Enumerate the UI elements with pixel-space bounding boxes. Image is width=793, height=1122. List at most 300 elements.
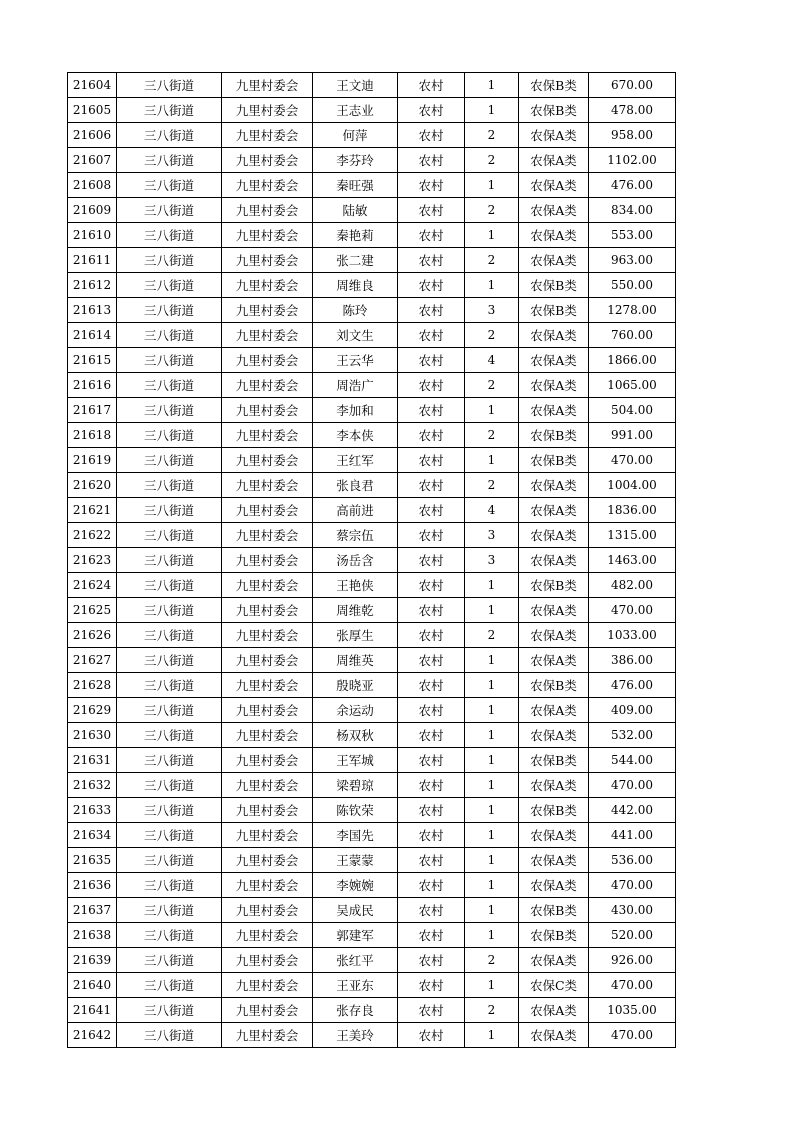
table-row [68, 423, 676, 448]
village-committee-cell: 九里村委会 [222, 398, 313, 423]
amount-cell: 409.00 [589, 698, 676, 723]
amount-cell: 544.00 [589, 748, 676, 773]
village-committee-cell: 九里村委会 [222, 598, 313, 623]
name-cell: 秦艳莉 [313, 223, 398, 248]
name-cell: 王蒙蒙 [313, 848, 398, 873]
name-cell: 何萍 [313, 123, 398, 148]
amount-cell: 470.00 [589, 873, 676, 898]
street-cell: 三八街道 [117, 973, 222, 998]
village-committee-cell: 九里村委会 [222, 698, 313, 723]
category-cell: 农保A类 [519, 248, 589, 273]
household-type-cell: 农村 [398, 98, 465, 123]
household-type-cell: 农村 [398, 498, 465, 523]
record-id-cell: 21638 [68, 923, 117, 948]
amount-cell: 1033.00 [589, 623, 676, 648]
household-type-cell: 农村 [398, 823, 465, 848]
table-row [68, 623, 676, 648]
household-type-cell: 农村 [398, 598, 465, 623]
street-cell: 三八街道 [117, 923, 222, 948]
village-committee-cell: 九里村委会 [222, 473, 313, 498]
name-cell: 周维乾 [313, 598, 398, 623]
table-row [68, 473, 676, 498]
street-cell: 三八街道 [117, 773, 222, 798]
amount-cell: 470.00 [589, 1023, 676, 1048]
household-type-cell: 农村 [398, 798, 465, 823]
record-id-cell: 21634 [68, 823, 117, 848]
street-cell: 三八街道 [117, 298, 222, 323]
table-row [68, 373, 676, 398]
amount-cell: 1315.00 [589, 523, 676, 548]
street-cell: 三八街道 [117, 323, 222, 348]
name-cell: 王志业 [313, 98, 398, 123]
member-count-cell: 1 [465, 873, 519, 898]
street-cell: 三八街道 [117, 73, 222, 98]
street-cell: 三八街道 [117, 173, 222, 198]
village-committee-cell: 九里村委会 [222, 873, 313, 898]
record-id-cell: 21607 [68, 148, 117, 173]
name-cell: 陆敏 [313, 198, 398, 223]
member-count-cell: 2 [465, 198, 519, 223]
category-cell: 农保B类 [519, 923, 589, 948]
record-id-cell: 21631 [68, 748, 117, 773]
record-id-cell: 21626 [68, 623, 117, 648]
village-committee-cell: 九里村委会 [222, 223, 313, 248]
amount-cell: 441.00 [589, 823, 676, 848]
record-id-cell: 21636 [68, 873, 117, 898]
street-cell: 三八街道 [117, 723, 222, 748]
name-cell: 张厚生 [313, 623, 398, 648]
table-row [68, 973, 676, 998]
household-type-cell: 农村 [398, 473, 465, 498]
name-cell: 张红平 [313, 948, 398, 973]
record-id-cell: 21605 [68, 98, 117, 123]
household-type-cell: 农村 [398, 998, 465, 1023]
village-committee-cell: 九里村委会 [222, 623, 313, 648]
record-id-cell: 21614 [68, 323, 117, 348]
member-count-cell: 1 [465, 398, 519, 423]
village-committee-cell: 九里村委会 [222, 573, 313, 598]
table-row [68, 98, 676, 123]
table-row [68, 898, 676, 923]
member-count-cell: 3 [465, 548, 519, 573]
name-cell: 王云华 [313, 348, 398, 373]
village-committee-cell: 九里村委会 [222, 348, 313, 373]
table-row [68, 248, 676, 273]
street-cell: 三八街道 [117, 948, 222, 973]
amount-cell: 1065.00 [589, 373, 676, 398]
household-type-cell: 农村 [398, 723, 465, 748]
record-id-cell: 21609 [68, 198, 117, 223]
street-cell: 三八街道 [117, 123, 222, 148]
household-type-cell: 农村 [398, 648, 465, 673]
household-type-cell: 农村 [398, 973, 465, 998]
name-cell: 杨双秋 [313, 723, 398, 748]
table-row [68, 273, 676, 298]
table-row [68, 923, 676, 948]
category-cell: 农保A类 [519, 698, 589, 723]
member-count-cell: 1 [465, 573, 519, 598]
street-cell: 三八街道 [117, 798, 222, 823]
member-count-cell: 1 [465, 673, 519, 698]
category-cell: 农保B类 [519, 448, 589, 473]
village-committee-cell: 九里村委会 [222, 948, 313, 973]
member-count-cell: 1 [465, 173, 519, 198]
table-row [68, 448, 676, 473]
member-count-cell: 1 [465, 698, 519, 723]
record-id-cell: 21613 [68, 298, 117, 323]
member-count-cell: 1 [465, 973, 519, 998]
name-cell: 陈玲 [313, 298, 398, 323]
category-cell: 农保A类 [519, 373, 589, 398]
amount-cell: 926.00 [589, 948, 676, 973]
household-type-cell: 农村 [398, 198, 465, 223]
member-count-cell: 1 [465, 448, 519, 473]
name-cell: 余运动 [313, 698, 398, 723]
name-cell: 蔡宗伍 [313, 523, 398, 548]
record-id-cell: 21621 [68, 498, 117, 523]
record-id-cell: 21624 [68, 573, 117, 598]
table-row [68, 673, 676, 698]
category-cell: 农保B类 [519, 748, 589, 773]
record-id-cell: 21625 [68, 598, 117, 623]
household-type-cell: 农村 [398, 398, 465, 423]
record-id-cell: 21639 [68, 948, 117, 973]
village-committee-cell: 九里村委会 [222, 923, 313, 948]
street-cell: 三八街道 [117, 1023, 222, 1048]
household-type-cell: 农村 [398, 848, 465, 873]
amount-cell: 670.00 [589, 73, 676, 98]
category-cell: 农保A类 [519, 648, 589, 673]
amount-cell: 386.00 [589, 648, 676, 673]
amount-cell: 470.00 [589, 973, 676, 998]
member-count-cell: 3 [465, 523, 519, 548]
record-id-cell: 21623 [68, 548, 117, 573]
member-count-cell: 1 [465, 648, 519, 673]
member-count-cell: 2 [465, 373, 519, 398]
member-count-cell: 2 [465, 123, 519, 148]
category-cell: 农保A类 [519, 173, 589, 198]
amount-cell: 553.00 [589, 223, 676, 248]
name-cell: 周维英 [313, 648, 398, 673]
name-cell: 梁碧琼 [313, 773, 398, 798]
table-row [68, 598, 676, 623]
name-cell: 刘文生 [313, 323, 398, 348]
table-row [68, 848, 676, 873]
street-cell: 三八街道 [117, 248, 222, 273]
street-cell: 三八街道 [117, 873, 222, 898]
village-committee-cell: 九里村委会 [222, 773, 313, 798]
village-committee-cell: 九里村委会 [222, 248, 313, 273]
amount-cell: 760.00 [589, 323, 676, 348]
name-cell: 张二建 [313, 248, 398, 273]
record-id-cell: 21604 [68, 73, 117, 98]
household-type-cell: 农村 [398, 623, 465, 648]
member-count-cell: 2 [465, 423, 519, 448]
household-type-cell: 农村 [398, 273, 465, 298]
category-cell: 农保B类 [519, 673, 589, 698]
household-type-cell: 农村 [398, 548, 465, 573]
member-count-cell: 1 [465, 923, 519, 948]
household-type-cell: 农村 [398, 773, 465, 798]
street-cell: 三八街道 [117, 648, 222, 673]
name-cell: 秦旺强 [313, 173, 398, 198]
category-cell: 农保A类 [519, 148, 589, 173]
category-cell: 农保B类 [519, 573, 589, 598]
name-cell: 李本侠 [313, 423, 398, 448]
record-id-cell: 21608 [68, 173, 117, 198]
amount-cell: 1866.00 [589, 348, 676, 373]
category-cell: 农保A类 [519, 848, 589, 873]
street-cell: 三八街道 [117, 223, 222, 248]
amount-cell: 963.00 [589, 248, 676, 273]
record-id-cell: 21635 [68, 848, 117, 873]
name-cell: 汤岳含 [313, 548, 398, 573]
member-count-cell: 1 [465, 773, 519, 798]
member-count-cell: 2 [465, 323, 519, 348]
street-cell: 三八街道 [117, 748, 222, 773]
street-cell: 三八街道 [117, 473, 222, 498]
amount-cell: 1463.00 [589, 548, 676, 573]
household-type-cell: 农村 [398, 173, 465, 198]
table-row [68, 798, 676, 823]
name-cell: 吴成民 [313, 898, 398, 923]
table-row [68, 648, 676, 673]
record-id-cell: 21606 [68, 123, 117, 148]
category-cell: 农保B类 [519, 798, 589, 823]
name-cell: 陈钦荣 [313, 798, 398, 823]
record-id-cell: 21628 [68, 673, 117, 698]
table-row [68, 773, 676, 798]
village-committee-cell: 九里村委会 [222, 98, 313, 123]
village-committee-cell: 九里村委会 [222, 423, 313, 448]
table-row [68, 723, 676, 748]
village-committee-cell: 九里村委会 [222, 723, 313, 748]
record-id-cell: 21618 [68, 423, 117, 448]
record-id-cell: 21620 [68, 473, 117, 498]
category-cell: 农保A类 [519, 873, 589, 898]
category-cell: 农保A类 [519, 398, 589, 423]
village-committee-cell: 九里村委会 [222, 323, 313, 348]
amount-cell: 520.00 [589, 923, 676, 948]
household-type-cell: 农村 [398, 748, 465, 773]
member-count-cell: 2 [465, 948, 519, 973]
name-cell: 李国先 [313, 823, 398, 848]
table-row [68, 748, 676, 773]
street-cell: 三八街道 [117, 348, 222, 373]
member-count-cell: 1 [465, 898, 519, 923]
village-committee-cell: 九里村委会 [222, 748, 313, 773]
street-cell: 三八街道 [117, 398, 222, 423]
street-cell: 三八街道 [117, 698, 222, 723]
category-cell: 农保A类 [519, 773, 589, 798]
table-row [68, 548, 676, 573]
street-cell: 三八街道 [117, 373, 222, 398]
relief-roster-table [67, 72, 676, 1048]
village-committee-cell: 九里村委会 [222, 123, 313, 148]
table-row [68, 573, 676, 598]
amount-cell: 536.00 [589, 848, 676, 873]
street-cell: 三八街道 [117, 548, 222, 573]
name-cell: 王美玲 [313, 1023, 398, 1048]
member-count-cell: 1 [465, 98, 519, 123]
household-type-cell: 农村 [398, 673, 465, 698]
village-committee-cell: 九里村委会 [222, 173, 313, 198]
household-type-cell: 农村 [398, 1023, 465, 1048]
category-cell: 农保A类 [519, 823, 589, 848]
household-type-cell: 农村 [398, 323, 465, 348]
name-cell: 王亚东 [313, 973, 398, 998]
amount-cell: 482.00 [589, 573, 676, 598]
household-type-cell: 农村 [398, 298, 465, 323]
village-committee-cell: 九里村委会 [222, 973, 313, 998]
category-cell: 农保A类 [519, 223, 589, 248]
member-count-cell: 1 [465, 848, 519, 873]
street-cell: 三八街道 [117, 273, 222, 298]
name-cell: 周维良 [313, 273, 398, 298]
record-id-cell: 21616 [68, 373, 117, 398]
category-cell: 农保A类 [519, 598, 589, 623]
name-cell: 王文迪 [313, 73, 398, 98]
amount-cell: 470.00 [589, 448, 676, 473]
amount-cell: 1102.00 [589, 148, 676, 173]
member-count-cell: 1 [465, 1023, 519, 1048]
household-type-cell: 农村 [398, 948, 465, 973]
table-row [68, 323, 676, 348]
household-type-cell: 农村 [398, 148, 465, 173]
table-row [68, 398, 676, 423]
name-cell: 殷晓亚 [313, 673, 398, 698]
amount-cell: 442.00 [589, 798, 676, 823]
member-count-cell: 1 [465, 748, 519, 773]
table-row [68, 498, 676, 523]
member-count-cell: 1 [465, 823, 519, 848]
record-id-cell: 21637 [68, 898, 117, 923]
street-cell: 三八街道 [117, 448, 222, 473]
village-committee-cell: 九里村委会 [222, 798, 313, 823]
record-id-cell: 21610 [68, 223, 117, 248]
category-cell: 农保B类 [519, 273, 589, 298]
amount-cell: 550.00 [589, 273, 676, 298]
household-type-cell: 农村 [398, 523, 465, 548]
category-cell: 农保A类 [519, 348, 589, 373]
village-committee-cell: 九里村委会 [222, 823, 313, 848]
amount-cell: 478.00 [589, 98, 676, 123]
category-cell: 农保A类 [519, 623, 589, 648]
member-count-cell: 2 [465, 473, 519, 498]
name-cell: 王红军 [313, 448, 398, 473]
street-cell: 三八街道 [117, 823, 222, 848]
category-cell: 农保A类 [519, 948, 589, 973]
category-cell: 农保A类 [519, 723, 589, 748]
village-committee-cell: 九里村委会 [222, 373, 313, 398]
amount-cell: 1836.00 [589, 498, 676, 523]
village-committee-cell: 九里村委会 [222, 648, 313, 673]
amount-cell: 430.00 [589, 898, 676, 923]
category-cell: 农保B类 [519, 73, 589, 98]
street-cell: 三八街道 [117, 198, 222, 223]
category-cell: 农保B类 [519, 298, 589, 323]
category-cell: 农保C类 [519, 973, 589, 998]
household-type-cell: 农村 [398, 373, 465, 398]
name-cell: 李加和 [313, 398, 398, 423]
amount-cell: 476.00 [589, 173, 676, 198]
name-cell: 王艳侠 [313, 573, 398, 598]
household-type-cell: 农村 [398, 348, 465, 373]
street-cell: 三八街道 [117, 573, 222, 598]
table-row [68, 198, 676, 223]
village-committee-cell: 九里村委会 [222, 848, 313, 873]
household-type-cell: 农村 [398, 123, 465, 148]
record-id-cell: 21633 [68, 798, 117, 823]
member-count-cell: 1 [465, 223, 519, 248]
household-type-cell: 农村 [398, 873, 465, 898]
record-id-cell: 21612 [68, 273, 117, 298]
record-id-cell: 21641 [68, 998, 117, 1023]
village-committee-cell: 九里村委会 [222, 273, 313, 298]
village-committee-cell: 九里村委会 [222, 548, 313, 573]
village-committee-cell: 九里村委会 [222, 998, 313, 1023]
household-type-cell: 农村 [398, 448, 465, 473]
name-cell: 李婉婉 [313, 873, 398, 898]
member-count-cell: 4 [465, 348, 519, 373]
household-type-cell: 农村 [398, 698, 465, 723]
category-cell: 农保A类 [519, 123, 589, 148]
member-count-cell: 1 [465, 73, 519, 98]
member-count-cell: 2 [465, 623, 519, 648]
household-type-cell: 农村 [398, 923, 465, 948]
table-row [68, 998, 676, 1023]
member-count-cell: 2 [465, 248, 519, 273]
member-count-cell: 1 [465, 598, 519, 623]
street-cell: 三八街道 [117, 498, 222, 523]
street-cell: 三八街道 [117, 623, 222, 648]
table-row [68, 523, 676, 548]
name-cell: 王军城 [313, 748, 398, 773]
name-cell: 高前进 [313, 498, 398, 523]
street-cell: 三八街道 [117, 148, 222, 173]
table-row [68, 173, 676, 198]
category-cell: 农保B类 [519, 98, 589, 123]
table-row [68, 873, 676, 898]
amount-cell: 991.00 [589, 423, 676, 448]
street-cell: 三八街道 [117, 423, 222, 448]
record-id-cell: 21619 [68, 448, 117, 473]
amount-cell: 476.00 [589, 673, 676, 698]
street-cell: 三八街道 [117, 998, 222, 1023]
record-id-cell: 21642 [68, 1023, 117, 1048]
table-row [68, 123, 676, 148]
category-cell: 农保A类 [519, 1023, 589, 1048]
category-cell: 农保A类 [519, 523, 589, 548]
table-body [68, 73, 676, 1048]
amount-cell: 470.00 [589, 773, 676, 798]
table-row [68, 348, 676, 373]
village-committee-cell: 九里村委会 [222, 448, 313, 473]
name-cell: 张良君 [313, 473, 398, 498]
name-cell: 张存良 [313, 998, 398, 1023]
amount-cell: 1035.00 [589, 998, 676, 1023]
table-row [68, 698, 676, 723]
village-committee-cell: 九里村委会 [222, 198, 313, 223]
street-cell: 三八街道 [117, 598, 222, 623]
record-id-cell: 21617 [68, 398, 117, 423]
household-type-cell: 农村 [398, 73, 465, 98]
amount-cell: 1278.00 [589, 298, 676, 323]
record-id-cell: 21622 [68, 523, 117, 548]
street-cell: 三八街道 [117, 898, 222, 923]
member-count-cell: 1 [465, 798, 519, 823]
amount-cell: 834.00 [589, 198, 676, 223]
